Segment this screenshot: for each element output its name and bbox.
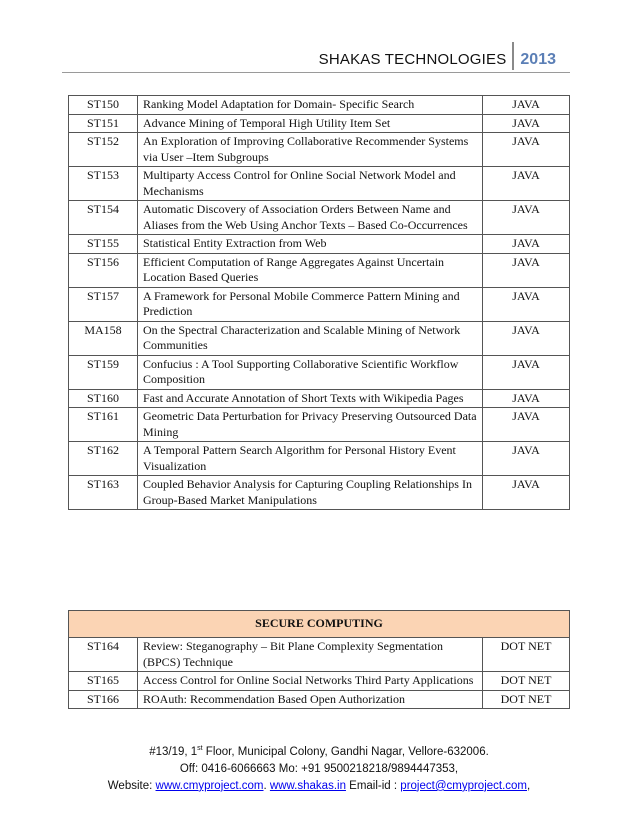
- project-technology: JAVA: [483, 253, 570, 287]
- table-row: [69, 355, 570, 389]
- link-separator: .: [263, 779, 270, 792]
- project-id: ST162: [69, 442, 138, 476]
- footer-address: [0, 740, 638, 761]
- email-link[interactable]: project@cmyproject.com: [400, 779, 528, 792]
- table-row: [69, 408, 570, 442]
- footer-contact: [0, 778, 638, 795]
- project-id: ST159: [69, 355, 138, 389]
- project-technology: JAVA: [483, 96, 570, 115]
- table-row: [69, 114, 570, 133]
- project-id: ST164: [69, 638, 138, 672]
- section-heading-row: [69, 611, 570, 638]
- project-id: ST157: [69, 287, 138, 321]
- project-title: Automatic Discovery of Association Orders Between Name and Aliases from the Web Using Anchor Texts – Based Co-Occurrences: [138, 201, 483, 235]
- table-row: [69, 321, 570, 355]
- project-id: ST155: [69, 235, 138, 254]
- project-technology: JAVA: [483, 167, 570, 201]
- project-id: ST153: [69, 167, 138, 201]
- project-technology: JAVA: [483, 476, 570, 510]
- address-suffix: Floor, Municipal Colony, Gandhi Nagar, Vellore-632006.: [202, 745, 489, 758]
- project-id: ST154: [69, 201, 138, 235]
- projects-table: [68, 95, 570, 510]
- project-title: Coupled Behavior Analysis for Capturing Coupling Relationships In Group-Based Market Manipulations: [138, 476, 483, 510]
- project-title: A Framework for Personal Mobile Commerce Pattern Mining and Prediction: [138, 287, 483, 321]
- project-technology: DOT NET: [483, 638, 570, 672]
- project-id: ST165: [69, 672, 138, 691]
- project-title: A Temporal Pattern Search Algorithm for Personal History Event Visualization: [138, 442, 483, 476]
- website-link-shakas[interactable]: www.shakas.in: [269, 779, 346, 792]
- project-title: Efficient Computation of Range Aggregates Against Uncertain Location Based Queries: [138, 253, 483, 287]
- project-title: Review: Steganography – Bit Plane Complexity Segmentation (BPCS) Technique: [138, 638, 483, 672]
- page-footer: [0, 740, 638, 795]
- project-id: MA158: [69, 321, 138, 355]
- project-title: Access Control for Online Social Networks Third Party Applications: [138, 672, 483, 691]
- project-title: An Exploration of Improving Collaborative Recommender Systems via User –Item Subgroups: [138, 133, 483, 167]
- table-row: [69, 672, 570, 691]
- project-technology: JAVA: [483, 133, 570, 167]
- project-technology: JAVA: [483, 442, 570, 476]
- project-technology: JAVA: [483, 355, 570, 389]
- project-title: Fast and Accurate Annotation of Short Texts with Wikipedia Pages: [138, 389, 483, 408]
- project-title: Multiparty Access Control for Online Social Network Model and Mechanisms: [138, 167, 483, 201]
- table-row: [69, 287, 570, 321]
- project-id: ST160: [69, 389, 138, 408]
- email-label: Email-id :: [345, 779, 401, 792]
- company-name: SHAKAS TECHNOLOGIES: [318, 51, 507, 68]
- project-technology: DOT NET: [483, 672, 570, 691]
- table-row: [69, 638, 570, 672]
- project-id: ST151: [69, 114, 138, 133]
- project-id: ST163: [69, 476, 138, 510]
- project-id: ST152: [69, 133, 138, 167]
- website-link-cmyproject[interactable]: www.cmyproject.com: [155, 779, 264, 792]
- project-title: Confucius : A Tool Supporting Collaborative Scientific Workflow Composition: [138, 355, 483, 389]
- page-header: [319, 44, 556, 70]
- table-row: [69, 253, 570, 287]
- section-heading: SECURE COMPUTING: [69, 611, 570, 638]
- project-title: On the Spectral Characterization and Scalable Mining of Network Communities: [138, 321, 483, 355]
- project-technology: JAVA: [483, 287, 570, 321]
- project-title: Advance Mining of Temporal High Utility Item Set: [138, 114, 483, 133]
- table-row: [69, 442, 570, 476]
- project-technology: JAVA: [483, 408, 570, 442]
- project-id: ST156: [69, 253, 138, 287]
- header-year: 2013: [520, 51, 556, 68]
- table-row: [69, 389, 570, 408]
- project-id: ST150: [69, 96, 138, 115]
- secure-computing-table: [68, 610, 570, 709]
- header-rule: [62, 72, 570, 73]
- table-row: [69, 201, 570, 235]
- project-title: ROAuth: Recommendation Based Open Authorization: [138, 690, 483, 709]
- project-title: Statistical Entity Extraction from Web: [138, 235, 483, 254]
- table-row: [69, 476, 570, 510]
- footer-trail: ,: [527, 779, 531, 792]
- project-technology: DOT NET: [483, 690, 570, 709]
- project-title: Geometric Data Perturbation for Privacy Preserving Outsourced Data Mining: [138, 408, 483, 442]
- table-row: [69, 235, 570, 254]
- address-prefix: #13/19, 1: [149, 745, 198, 758]
- project-id: ST161: [69, 408, 138, 442]
- table-row: [69, 96, 570, 115]
- footer-phones: Off: 0416-6066663 Mo: +91 9500218218/9894447353,: [179, 762, 459, 775]
- project-technology: JAVA: [483, 235, 570, 254]
- project-technology: JAVA: [483, 114, 570, 133]
- projects-table-body: [69, 96, 570, 510]
- table-row: [69, 133, 570, 167]
- project-technology: JAVA: [483, 321, 570, 355]
- project-technology: JAVA: [483, 389, 570, 408]
- table-row: [69, 167, 570, 201]
- secure-computing-table-body: [69, 611, 570, 709]
- project-technology: JAVA: [483, 201, 570, 235]
- website-label: Website:: [107, 779, 156, 792]
- project-title: Ranking Model Adaptation for Domain- Specific Search: [138, 96, 483, 115]
- address-sup: st: [197, 745, 203, 752]
- project-id: ST166: [69, 690, 138, 709]
- table-row: [69, 690, 570, 709]
